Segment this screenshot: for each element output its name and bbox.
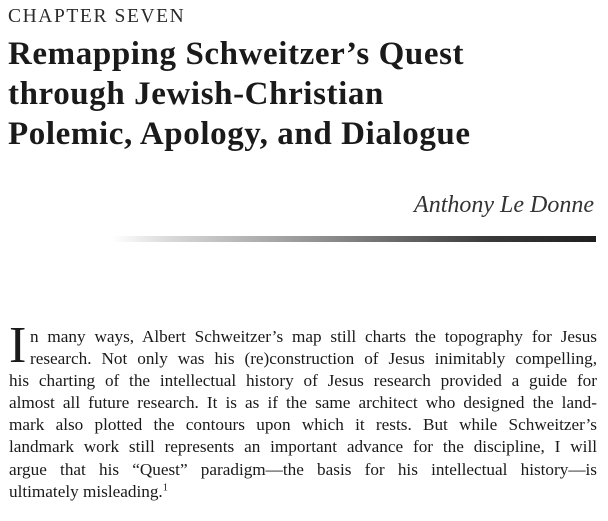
body-paragraph [9, 317, 597, 503]
decorative-gradient-rule [112, 236, 596, 242]
chapter-title-line: through Jewish-Christian [8, 76, 384, 112]
paragraph-line: landmark work still represents an important advance for the discipline, I will [9, 437, 597, 457]
chapter-label: CHAPTER SEVEN [8, 6, 186, 27]
drop-cap: I [9, 317, 27, 374]
paragraph-line: his charting of the intellectual history of Jesus research provided a guide for [9, 371, 597, 391]
chapter-title-line: Polemic, Apology, and Dialogue [8, 116, 471, 152]
paragraph-last-line [9, 481, 597, 503]
paragraph-line: argue that his “Quest” paradigm—the basis for his intellectual history—is [9, 459, 597, 479]
footnote-reference[interactable]: 1 [162, 481, 168, 493]
chapter-title [8, 34, 604, 154]
paragraph-line: research. Not only was his (re)construction of Jesus inimitably compelling, [30, 349, 597, 369]
paragraph-line: n many ways, Albert Schweitzer’s map still charts the topography for Jesus [30, 327, 597, 346]
paragraph-line: mark also plotted the contours upon which it rests. But while Schweitzer’s [9, 415, 597, 435]
chapter-title-line: Remapping Schweitzer’s Quest [8, 36, 465, 72]
paragraph-line: almost all future research. It is as if the same architect who designed the land- [9, 393, 597, 413]
paragraph-last-line-text: ultimately misleading. [9, 481, 163, 501]
author-name: Anthony Le Donne [414, 192, 594, 218]
